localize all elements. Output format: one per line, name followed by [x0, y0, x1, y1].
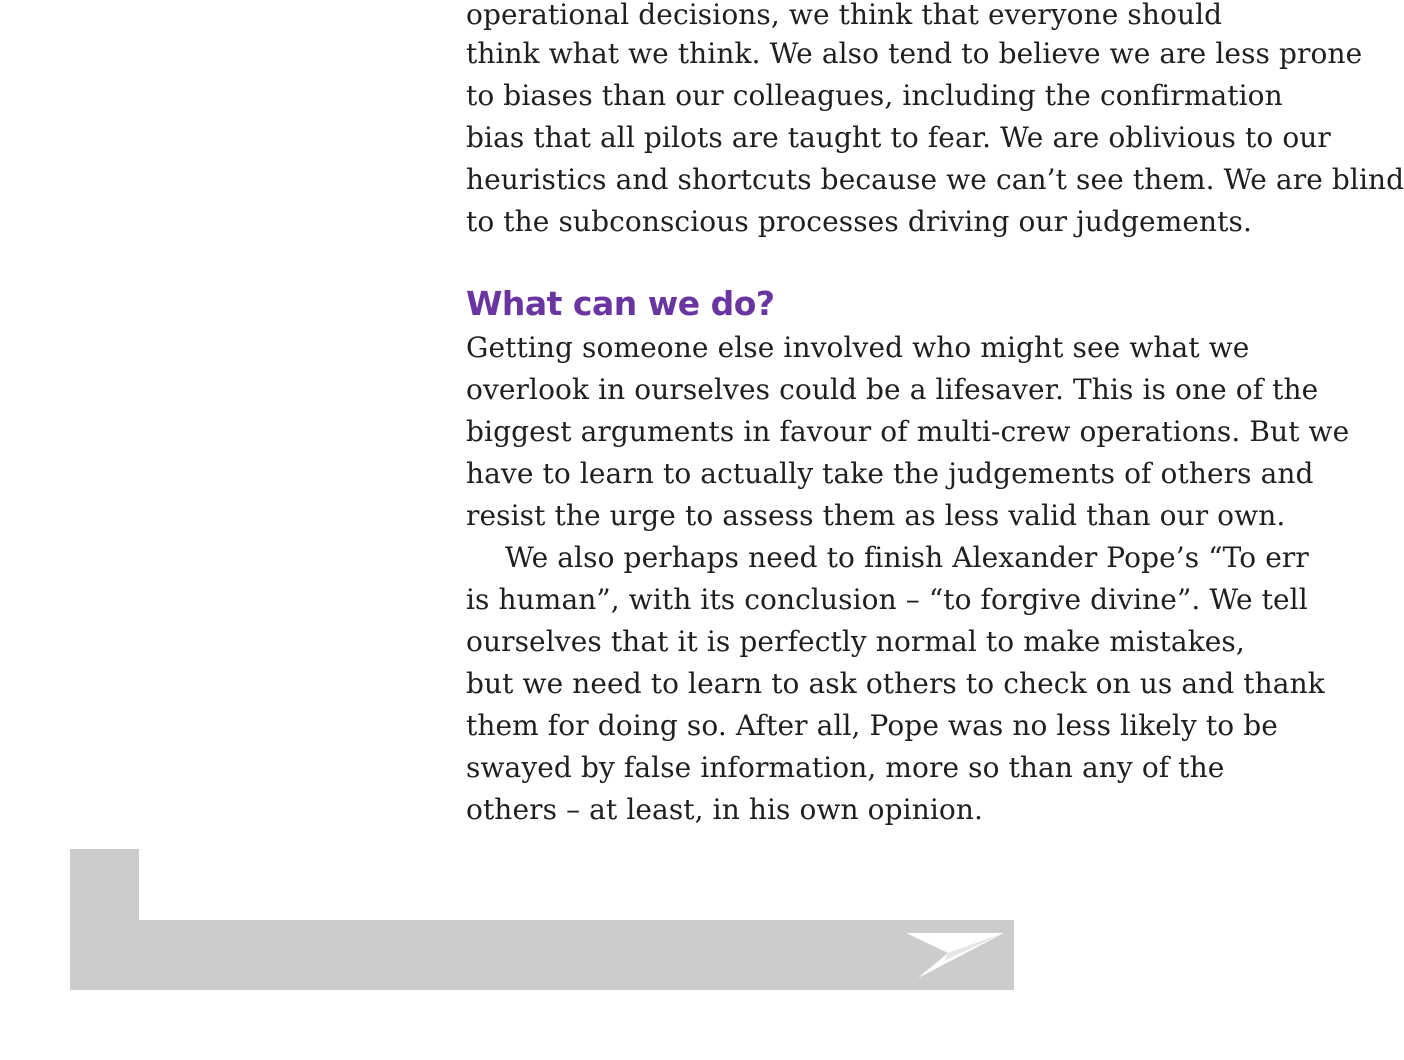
body-line: is human”, with its conclusion – “to forgive divine”. We tell	[466, 583, 1308, 616]
body-line: but we need to learn to ask others to check on us and thank	[466, 667, 1325, 700]
body-line: resist the urge to assess them as less valid than our own.	[466, 499, 1286, 532]
body-line: Getting someone else involved who might see what we	[466, 331, 1250, 364]
body-line: to biases than our colleagues, including the confirmation	[466, 79, 1283, 112]
body-line: heuristics and shortcuts because we can’t see them. We are blind	[466, 163, 1404, 196]
footer-bar	[70, 920, 1014, 990]
article-column	[466, 0, 1404, 840]
body-line: have to learn to actually take the judgements of others and	[466, 457, 1314, 490]
body-line: to the subconscious processes driving our judgements.	[466, 205, 1253, 238]
footer-tab	[70, 849, 139, 921]
paper-plane-icon	[904, 931, 1008, 981]
body-line: We also perhaps need to finish Alexander Pope’s “To err	[505, 541, 1309, 574]
section-heading: What can we do?	[466, 284, 775, 323]
body-line: overlook in ourselves could be a lifesaver. This is one of the	[466, 373, 1319, 406]
body-line: bias that all pilots are taught to fear. We are oblivious to our	[466, 121, 1331, 154]
body-line: biggest arguments in favour of multi-crew operations. But we	[466, 415, 1350, 448]
body-line: others – at least, in his own opinion.	[466, 793, 983, 826]
body-line: swayed by false information, more so than any of the	[466, 751, 1225, 784]
body-line: operational decisions, we think that everyone should	[466, 0, 1223, 31]
body-line: think what we think. We also tend to believe we are less prone	[466, 37, 1363, 70]
body-line: them for doing so. After all, Pope was no less likely to be	[466, 709, 1278, 742]
body-line: ourselves that it is perfectly normal to make mistakes,	[466, 625, 1245, 658]
